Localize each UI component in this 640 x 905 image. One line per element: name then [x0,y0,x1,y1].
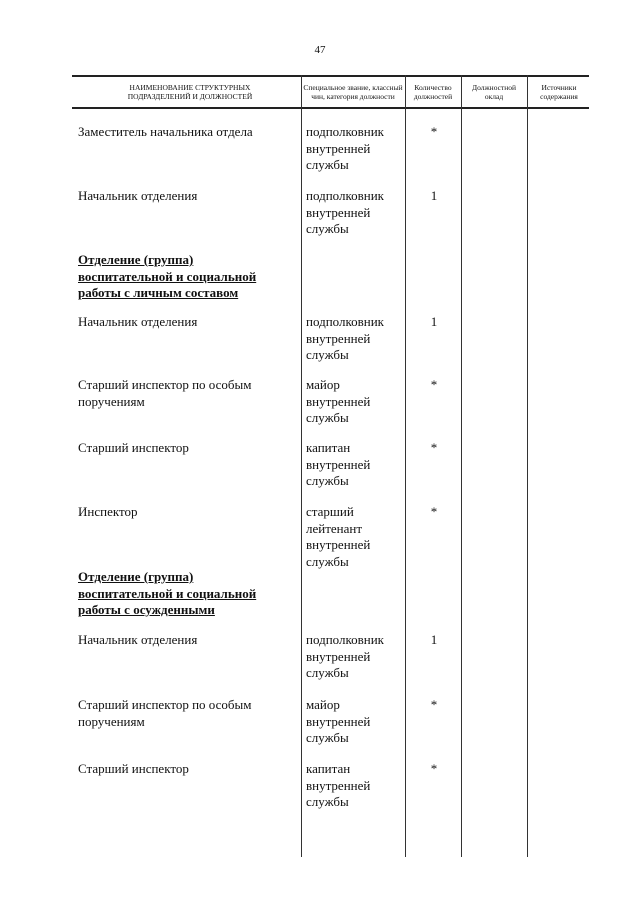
position-name: Начальник отделения [78,314,198,329]
header-rank [303,78,403,106]
position-rank: майор внутренней службы [306,377,371,425]
position-name: Начальник отделения [78,632,198,647]
header-salary [463,78,525,106]
table-top-rule [72,75,589,77]
col-divider-4 [527,75,528,857]
col-divider-3 [461,75,462,857]
header-source [529,78,589,106]
position-name: Старший инспектор [78,761,189,776]
header-bottom-rule [72,107,589,109]
position-rank: подполковник внутренней службы [306,188,384,236]
position-count: 1 [430,632,438,647]
section-heading: Отделение (группа) воспитательной и социальной работы с личным составом [78,252,257,300]
position-rank: подполковник внутренней службы [306,314,384,362]
col-divider-1 [301,75,302,857]
position-rank: подполковник внутренней службы [306,632,384,680]
position-count: * [430,697,438,712]
header-count [406,78,460,106]
position-name: Старший инспектор [78,440,189,455]
header-rank-text: Специальное звание, классный чин, категория должности [303,83,403,101]
position-count: 1 [430,314,438,329]
page-number: 47 [314,44,326,56]
header-count-text: Количество должностей [413,83,453,101]
position-count: * [430,124,438,139]
position-rank: капитан внутренней службы [306,440,371,488]
position-count: * [430,504,438,519]
position-rank: старший лейтенант внутренней службы [306,504,371,569]
col-divider-2 [405,75,406,857]
position-name: Инспектор [78,504,138,519]
position-rank: подполковник внутренней службы [306,124,384,172]
header-salary-text: Должностной оклад [471,83,517,101]
header-name [110,78,270,106]
position-name: Начальник отделения [78,188,198,203]
header-name-text: НАИМЕНОВАНИЕ СТРУКТУРНЫХ ПОДРАЗДЕЛЕНИЙ И ДОЛЖНОСТЕЙ [127,83,253,101]
position-name: Заместитель начальника отдела [78,124,253,139]
position-count: * [430,377,438,392]
position-count: * [430,440,438,455]
position-rank: капитан внутренней службы [306,761,371,809]
section-heading: Отделение (группа) воспитательной и социальной работы с осужденными [78,569,257,617]
position-count: 1 [430,188,438,203]
position-rank: майор внутренней службы [306,697,371,745]
position-count: * [430,761,438,776]
position-name: Старший инспектор по особым поручениям [78,697,252,729]
position-name: Старший инспектор по особым поручениям [78,377,252,409]
header-source-text: Источники содержания [540,83,578,101]
